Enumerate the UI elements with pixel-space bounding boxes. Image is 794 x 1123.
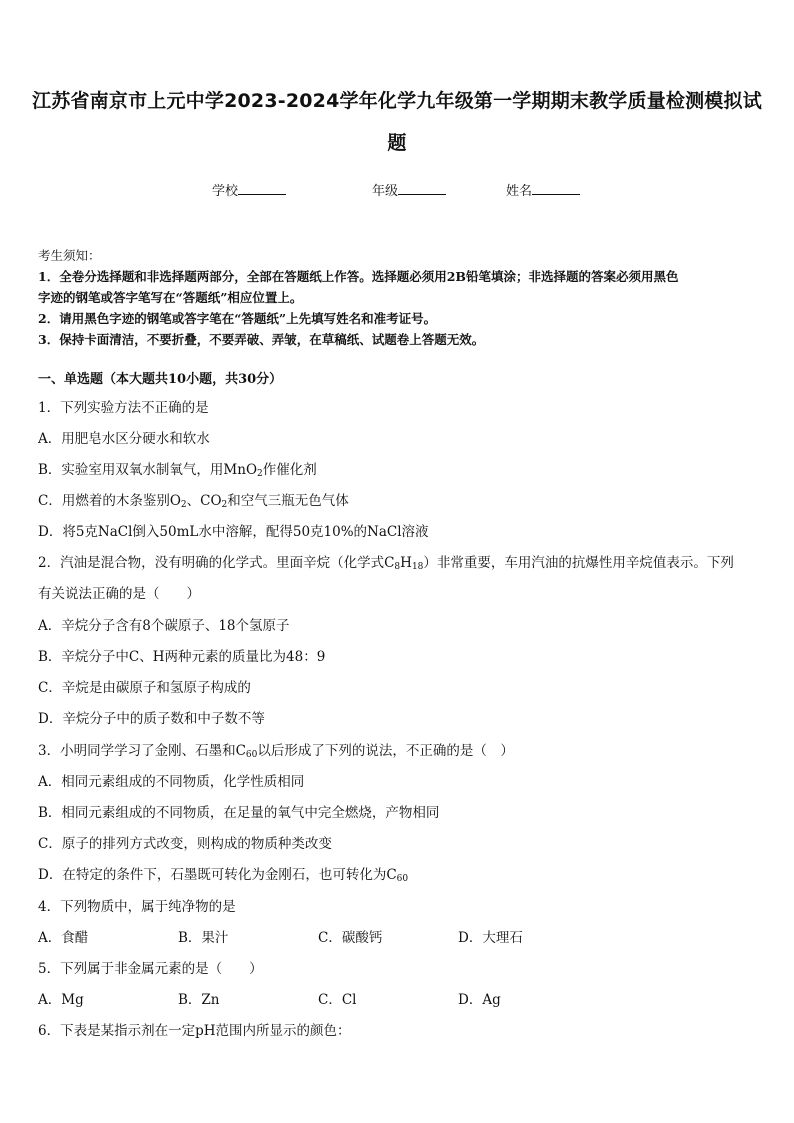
section-heading: 一、单选题（本大题共10小题，共30分） — [38, 372, 283, 387]
subscript: 8 — [394, 562, 401, 572]
q1-option-c-text-end: 和空气三瓶无色气体 — [227, 493, 349, 509]
notes-heading: 考生须知： — [38, 248, 101, 263]
q1-option-c-text-mid: 、CO — [186, 493, 222, 509]
q5-option-c[interactable]: C．Cl — [318, 992, 357, 1008]
school-field[interactable] — [212, 180, 286, 199]
q1-option-d[interactable]: D．将5克NaCl倒入50mL水中溶解，配得50克10%的NaCl溶液 — [38, 524, 429, 540]
subscript: 2 — [180, 500, 187, 510]
q2-stem — [38, 551, 734, 571]
q4-option-c[interactable]: C．碳酸钙 — [318, 930, 383, 946]
school-blank[interactable] — [238, 182, 286, 195]
subscript: 60 — [245, 750, 258, 760]
q5-option-d[interactable]: D．Ag — [458, 992, 501, 1008]
q4-stem: 4．下列物质中，属于纯净物的是 — [38, 899, 236, 915]
grade-label: 年级 — [372, 184, 399, 199]
q1-option-a[interactable]: A．用肥皂水区分硬水和软水 — [38, 431, 210, 447]
q2-option-d[interactable]: D．辛烷分子中的质子数和中子数不等 — [38, 711, 265, 727]
grade-blank[interactable] — [398, 182, 446, 195]
q2-stem-text: 2．汽油是混合物，没有明确的化学式。里面辛烷（化学式C — [38, 555, 395, 571]
notes-item: 3．保持卡面清洁，不要折叠，不要弄破、弄皱，在草稿纸、试题卷上答题无效。 — [38, 332, 485, 347]
name-blank[interactable] — [532, 182, 580, 195]
q5-option-b[interactable]: B．Zn — [178, 992, 220, 1008]
q4-option-a[interactable]: A．食醋 — [38, 930, 89, 946]
subscript: 18 — [411, 562, 424, 572]
q1-option-b[interactable] — [38, 458, 317, 478]
q1-option-b-text-end: 作催化剂 — [262, 462, 317, 478]
exam-title: 江苏省南京市上元中学2023-2024学年化学九年级第一学期期末教学质量检测模拟试 — [32, 90, 762, 112]
q3-stem-text-end: 以后形成了下列的说法，不正确的是（ ） — [257, 743, 514, 759]
exam-notes — [38, 245, 758, 350]
q2-option-c[interactable]: C．辛烷是由碳原子和氢原子构成的 — [38, 680, 251, 696]
q6-stem: 6．下表是某指示剂在一定pH范围内所显示的颜色： — [38, 1023, 351, 1039]
q2-stem-line2: 有关说法正确的是（ ） — [38, 586, 200, 602]
q4-option-b[interactable]: B．果汁 — [178, 930, 229, 946]
q3-option-c[interactable]: C．原子的排列方式改变，则构成的物质种类改变 — [38, 836, 332, 852]
q1-stem: 1．下列实验方法不正确的是 — [38, 400, 209, 416]
q1-option-c-text: C．用燃着的木条鉴别O — [38, 493, 181, 509]
q1-option-c[interactable] — [38, 489, 349, 509]
q2-option-b[interactable]: B．辛烷分子中C、H两种元素的质量比为48：9 — [38, 649, 326, 665]
q2-stem-text-mid: H — [400, 555, 412, 571]
q3-stem-text: 3．小明同学学习了金刚、石墨和C — [38, 743, 246, 759]
q3-option-b[interactable]: B．相同元素组成的不同物质，在足量的氧气中完全燃烧，产物相同 — [38, 805, 440, 821]
q5-stem: 5．下列属于非金属元素的是（ ） — [38, 961, 263, 977]
subscript: 2 — [221, 500, 228, 510]
q4-options — [38, 926, 598, 946]
subscript: 60 — [396, 874, 409, 884]
q4-option-d[interactable]: D．大理石 — [458, 930, 523, 946]
name-label: 姓名 — [506, 184, 533, 199]
q3-option-d[interactable] — [38, 863, 408, 883]
q5-options — [38, 988, 598, 1008]
exam-title-continued: 题 — [387, 132, 407, 154]
subscript: 2 — [257, 469, 263, 479]
grade-field[interactable] — [372, 180, 446, 199]
notes-item: 2．请用黑色字迹的钢笔或答字笔在“答题纸”上先填写姓名和准考证号。 — [38, 311, 437, 326]
notes-item: 字迹的钢笔或答字笔写在“答题纸”相应位置上。 — [38, 290, 303, 305]
q3-stem — [38, 739, 514, 759]
q2-option-a[interactable]: A．辛烷分子含有8个碳原子、18个氢原子 — [38, 618, 290, 634]
name-field[interactable] — [506, 180, 580, 199]
q3-option-d-text: D．在特定的条件下，石墨既可转化为金刚石，也可转化为C — [38, 867, 397, 883]
q1-option-b-text: B．实验室用双氧水制氧气，用MnO — [38, 462, 258, 478]
school-label: 学校 — [212, 184, 239, 199]
q3-option-a[interactable]: A．相同元素组成的不同物质，化学性质相同 — [38, 774, 305, 790]
notes-item: 1．全卷分选择题和非选择题两部分，全部在答题纸上作答。选择题必须用2B铅笔填涂；非选择题的答案必须用黑色 — [38, 269, 679, 284]
q2-stem-text-end: ）非常重要，车用汽油的抗爆性用辛烷值表示。下列 — [423, 555, 734, 571]
q5-option-a[interactable]: A．Mg — [38, 992, 84, 1008]
